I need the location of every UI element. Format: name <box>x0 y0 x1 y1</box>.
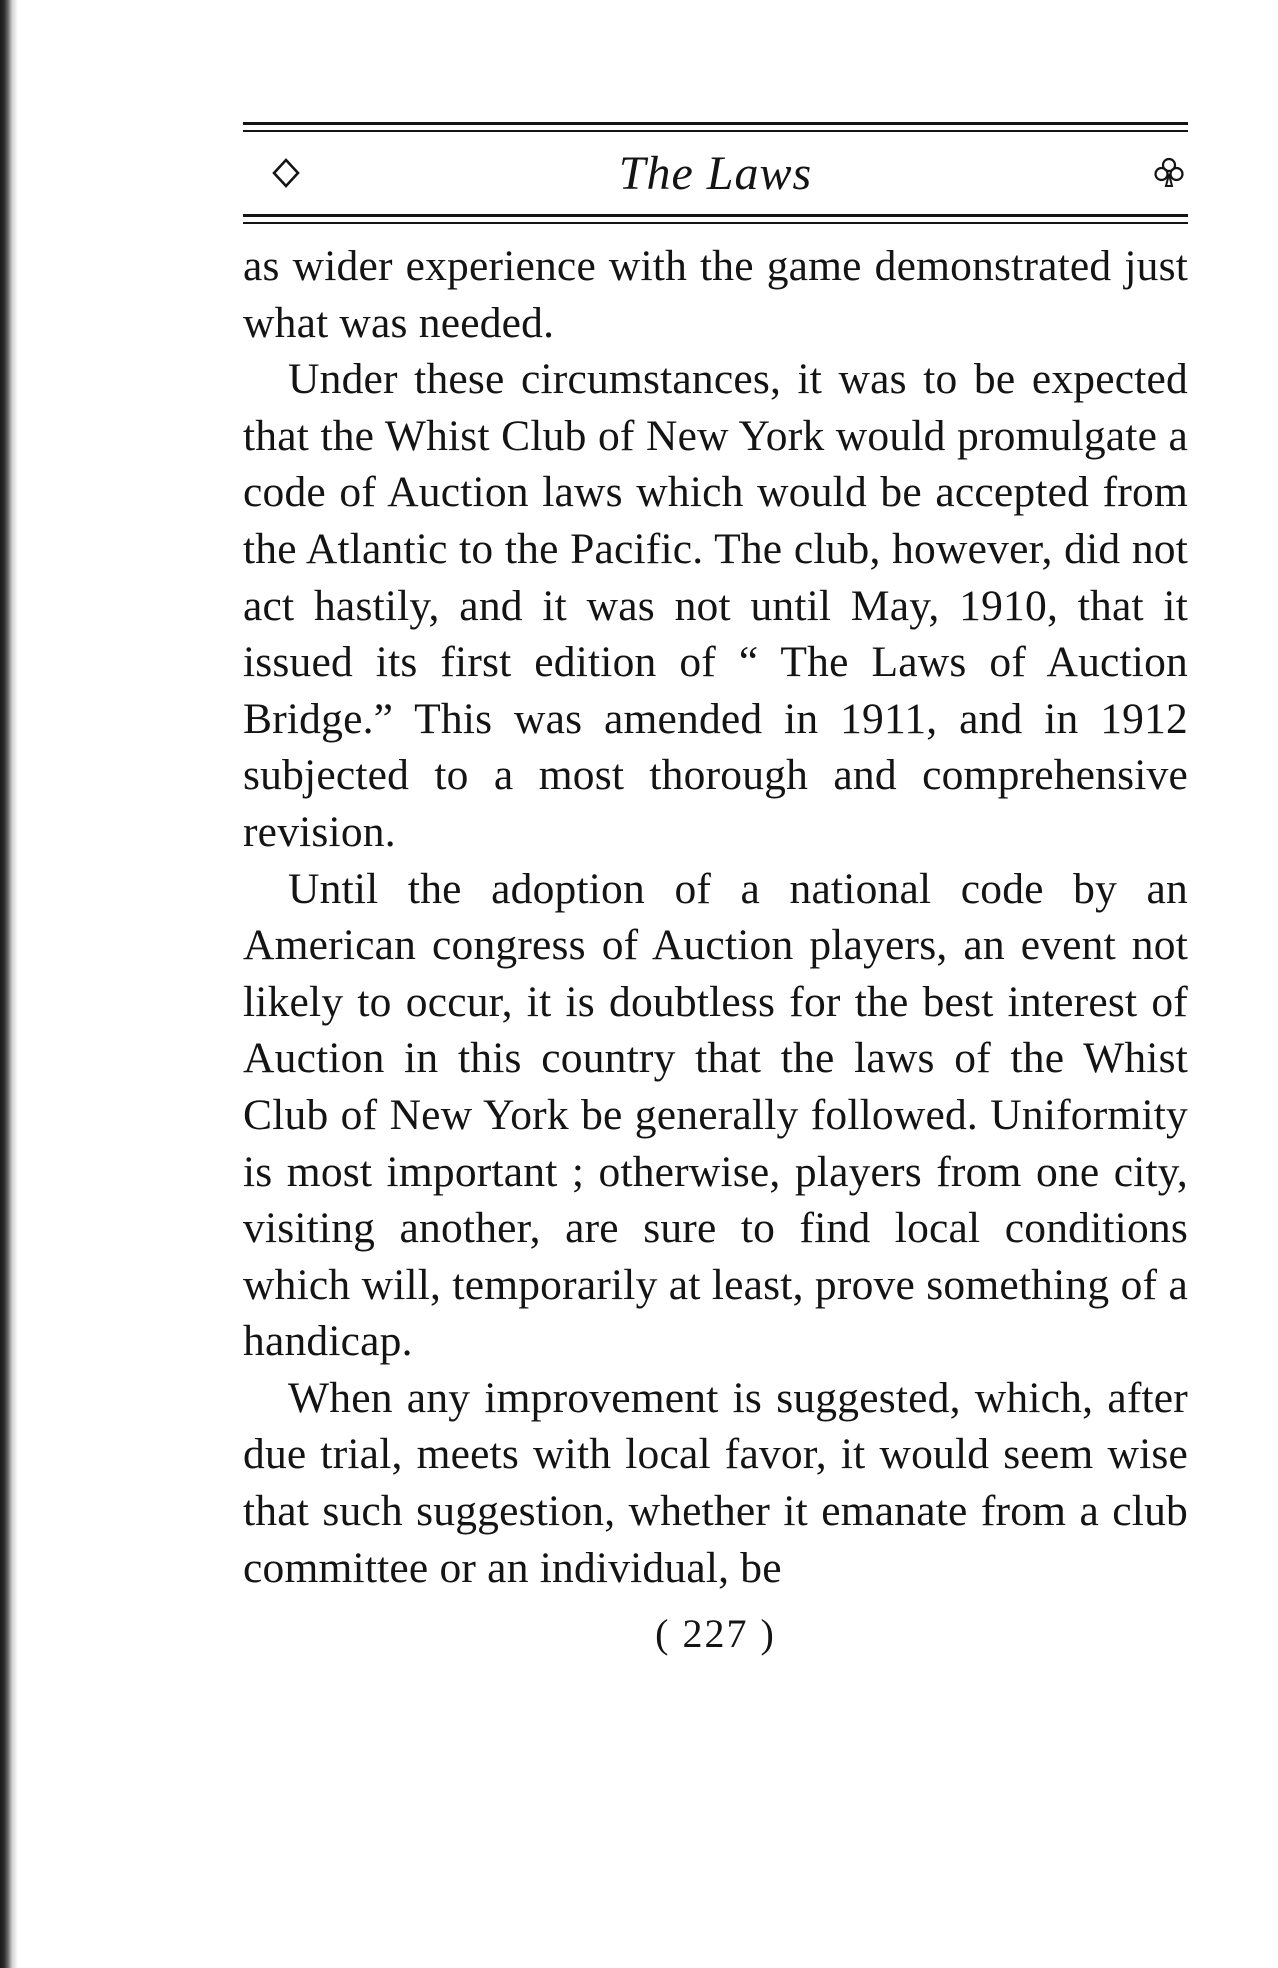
header-rule-top <box>243 122 1188 132</box>
paragraph: Under these circumstances, it was to be expected that the Whist Club of New York would promulgate a code of Auction laws which would be accepted from the Atlantic to the Pacific. The club, however, did not act hastily, and it was not until May, 1910, that it issued its first edition of “ The Laws of Auction Bridge.” This was amended in 1911, and in 1912 subjected to a most thorough and comprehensive revision. <box>243 355 1188 856</box>
paragraph: as wider experience with the game demonstrated just what was needed. <box>243 242 1188 347</box>
running-head-title: The Laws <box>618 146 813 200</box>
page-number: ( 227 ) <box>655 1611 776 1657</box>
diamond-icon <box>271 158 301 188</box>
header-rule-bottom <box>243 214 1188 224</box>
running-head <box>243 132 1188 214</box>
binding-edge <box>0 0 18 1968</box>
paragraph: When any improvement is suggested, which, after due trial, meets with local favor, it would seem wise that such suggestion, whether it emanate from a club committee or an individual, be <box>243 1373 1188 1592</box>
body-text <box>243 238 1188 1596</box>
club-icon <box>1152 156 1186 190</box>
book-page <box>243 122 1188 1657</box>
paragraph: Until the adoption of a national code by an American congress of Auction players, an event not likely to occur, it is doubtless for the best interest of Auction in this country that the laws of the Whist Club of New York be generally followed. Uniformity is most important ; otherwise, players from one city, visiting another, are sure to find local conditions which will, temporarily at least, prove something of a handicap. <box>243 864 1188 1366</box>
